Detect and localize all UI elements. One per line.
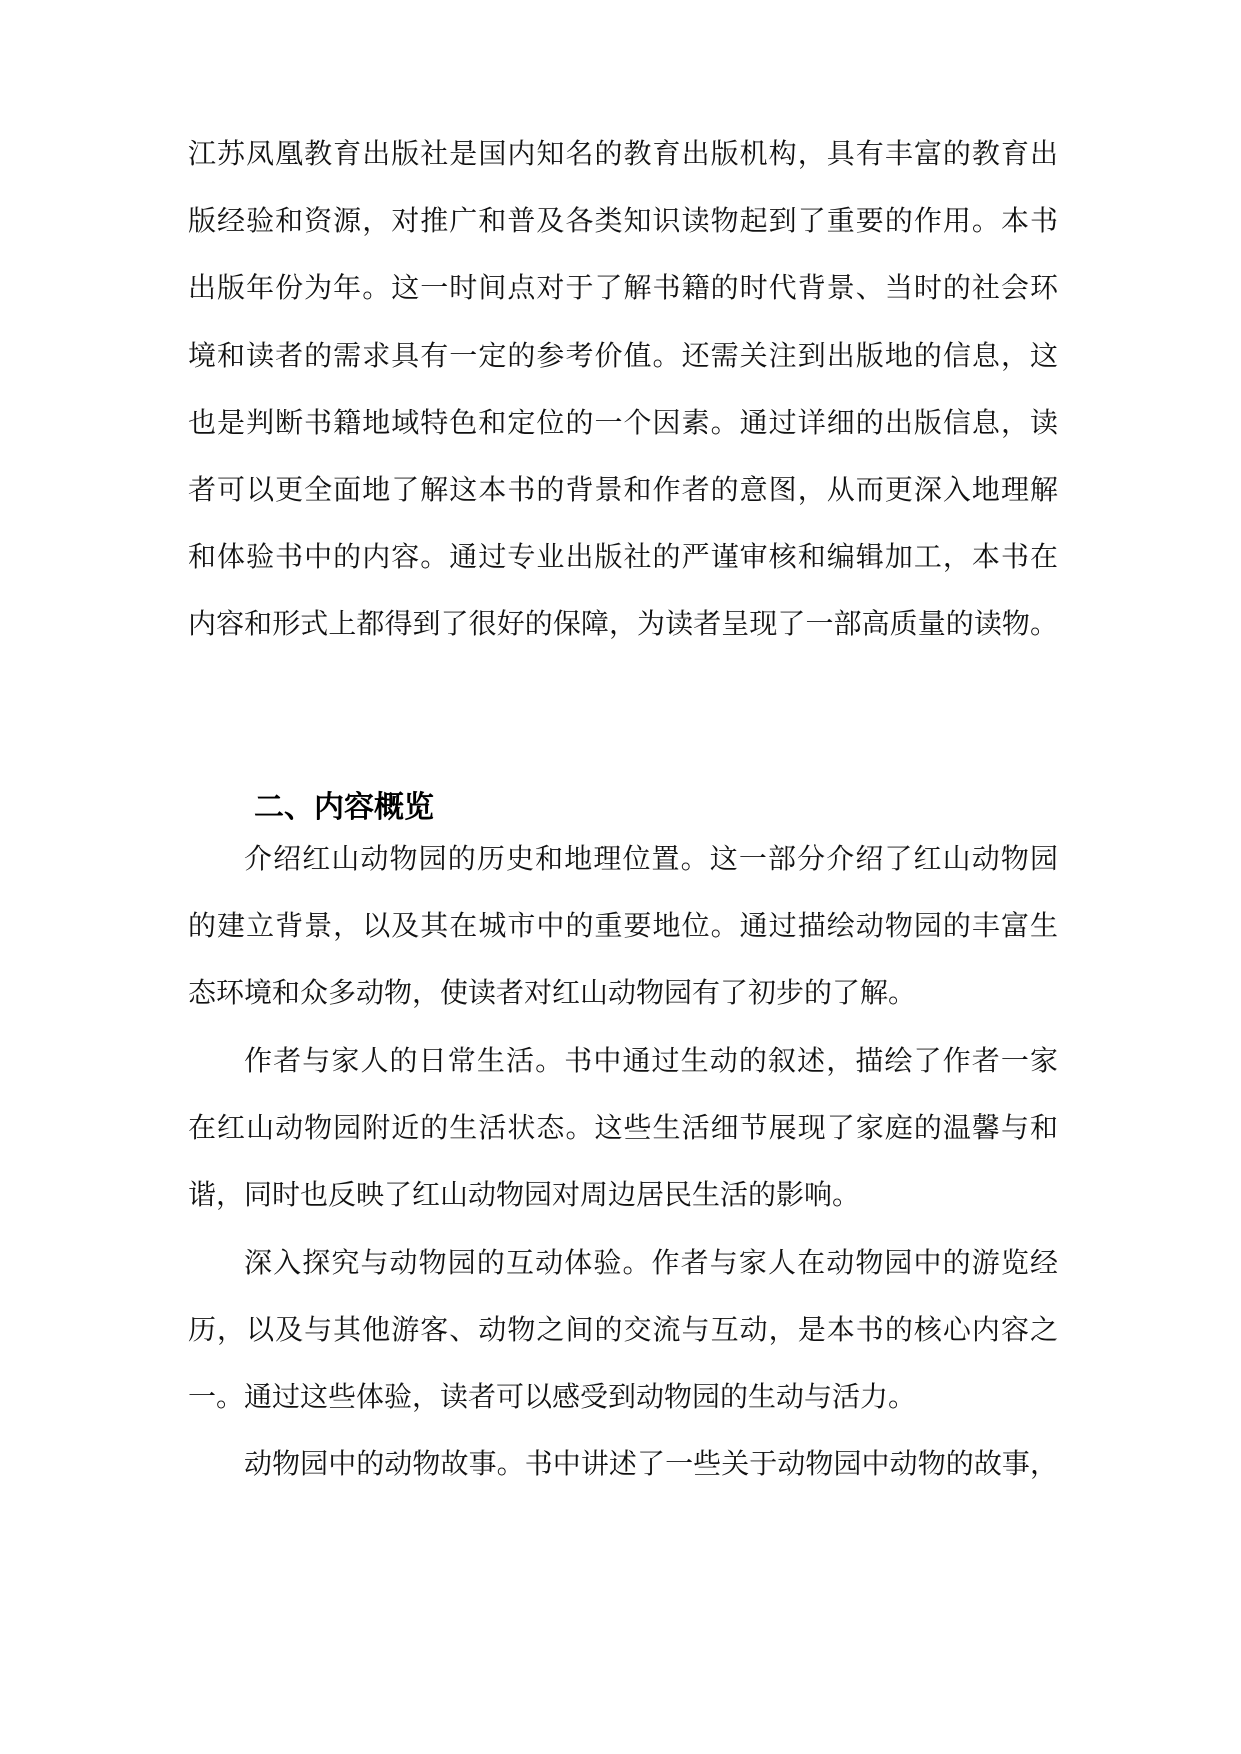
paragraph-line: 境和读者的需求具有一定的参考价值。还需关注到出版地的信息，这 (188, 339, 1058, 372)
paragraph-line: 深入探究与动物园的互动体验。作者与家人在动物园中的游览经 (244, 1246, 1058, 1279)
paragraph-line: 谐，同时也反映了红山动物园对周边居民生活的影响。 (188, 1178, 861, 1211)
paragraph-line: 出版年份为年。这一时间点对于了解书籍的时代背景、当时的社会环 (188, 271, 1058, 304)
paragraph-line: 介绍红山动物园的历史和地理位置。这一部分介绍了红山动物园 (244, 842, 1058, 875)
paragraph-line: 作者与家人的日常生活。书中通过生动的叙述，描绘了作者一家 (244, 1044, 1058, 1077)
paragraph-line: 也是判断书籍地域特色和定位的一个因素。通过详细的出版信息，读 (188, 406, 1058, 439)
paragraph-line: 的建立背景，以及其在城市中的重要地位。通过描绘动物园的丰富生 (188, 909, 1058, 942)
paragraph-line: 江苏凤凰教育出版社是国内知名的教育出版机构，具有丰富的教育出 (188, 137, 1058, 170)
paragraph-line: 和体验书中的内容。通过专业出版社的严谨审核和编辑加工，本书在 (188, 540, 1058, 573)
paragraph-line: 者可以更全面地了解这本书的背景和作者的意图，从而更深入地理解 (188, 473, 1058, 506)
paragraph-line: 动物园中的动物故事。书中讲述了一些关于动物园中动物的故事， (244, 1447, 1058, 1480)
paragraph-line: 版经验和资源，对推广和普及各类知识读物起到了重要的作用。本书 (188, 204, 1058, 237)
paragraph-line: 内容和形式上都得到了很好的保障，为读者呈现了一部高质量的读物。 (188, 607, 1058, 640)
paragraph-line: 态环境和众多动物，使读者对红山动物园有了初步的了解。 (188, 976, 917, 1009)
paragraph-line: 一。通过这些体验，读者可以感受到动物园的生动与活力。 (188, 1380, 917, 1413)
paragraph-line: 在红山动物园附近的生活状态。这些生活细节展现了家庭的温馨与和 (188, 1111, 1058, 1144)
section-heading: 二、内容概览 (254, 790, 434, 825)
paragraph-line: 历，以及与其他游客、动物之间的交流与互动，是本书的核心内容之 (188, 1313, 1058, 1346)
